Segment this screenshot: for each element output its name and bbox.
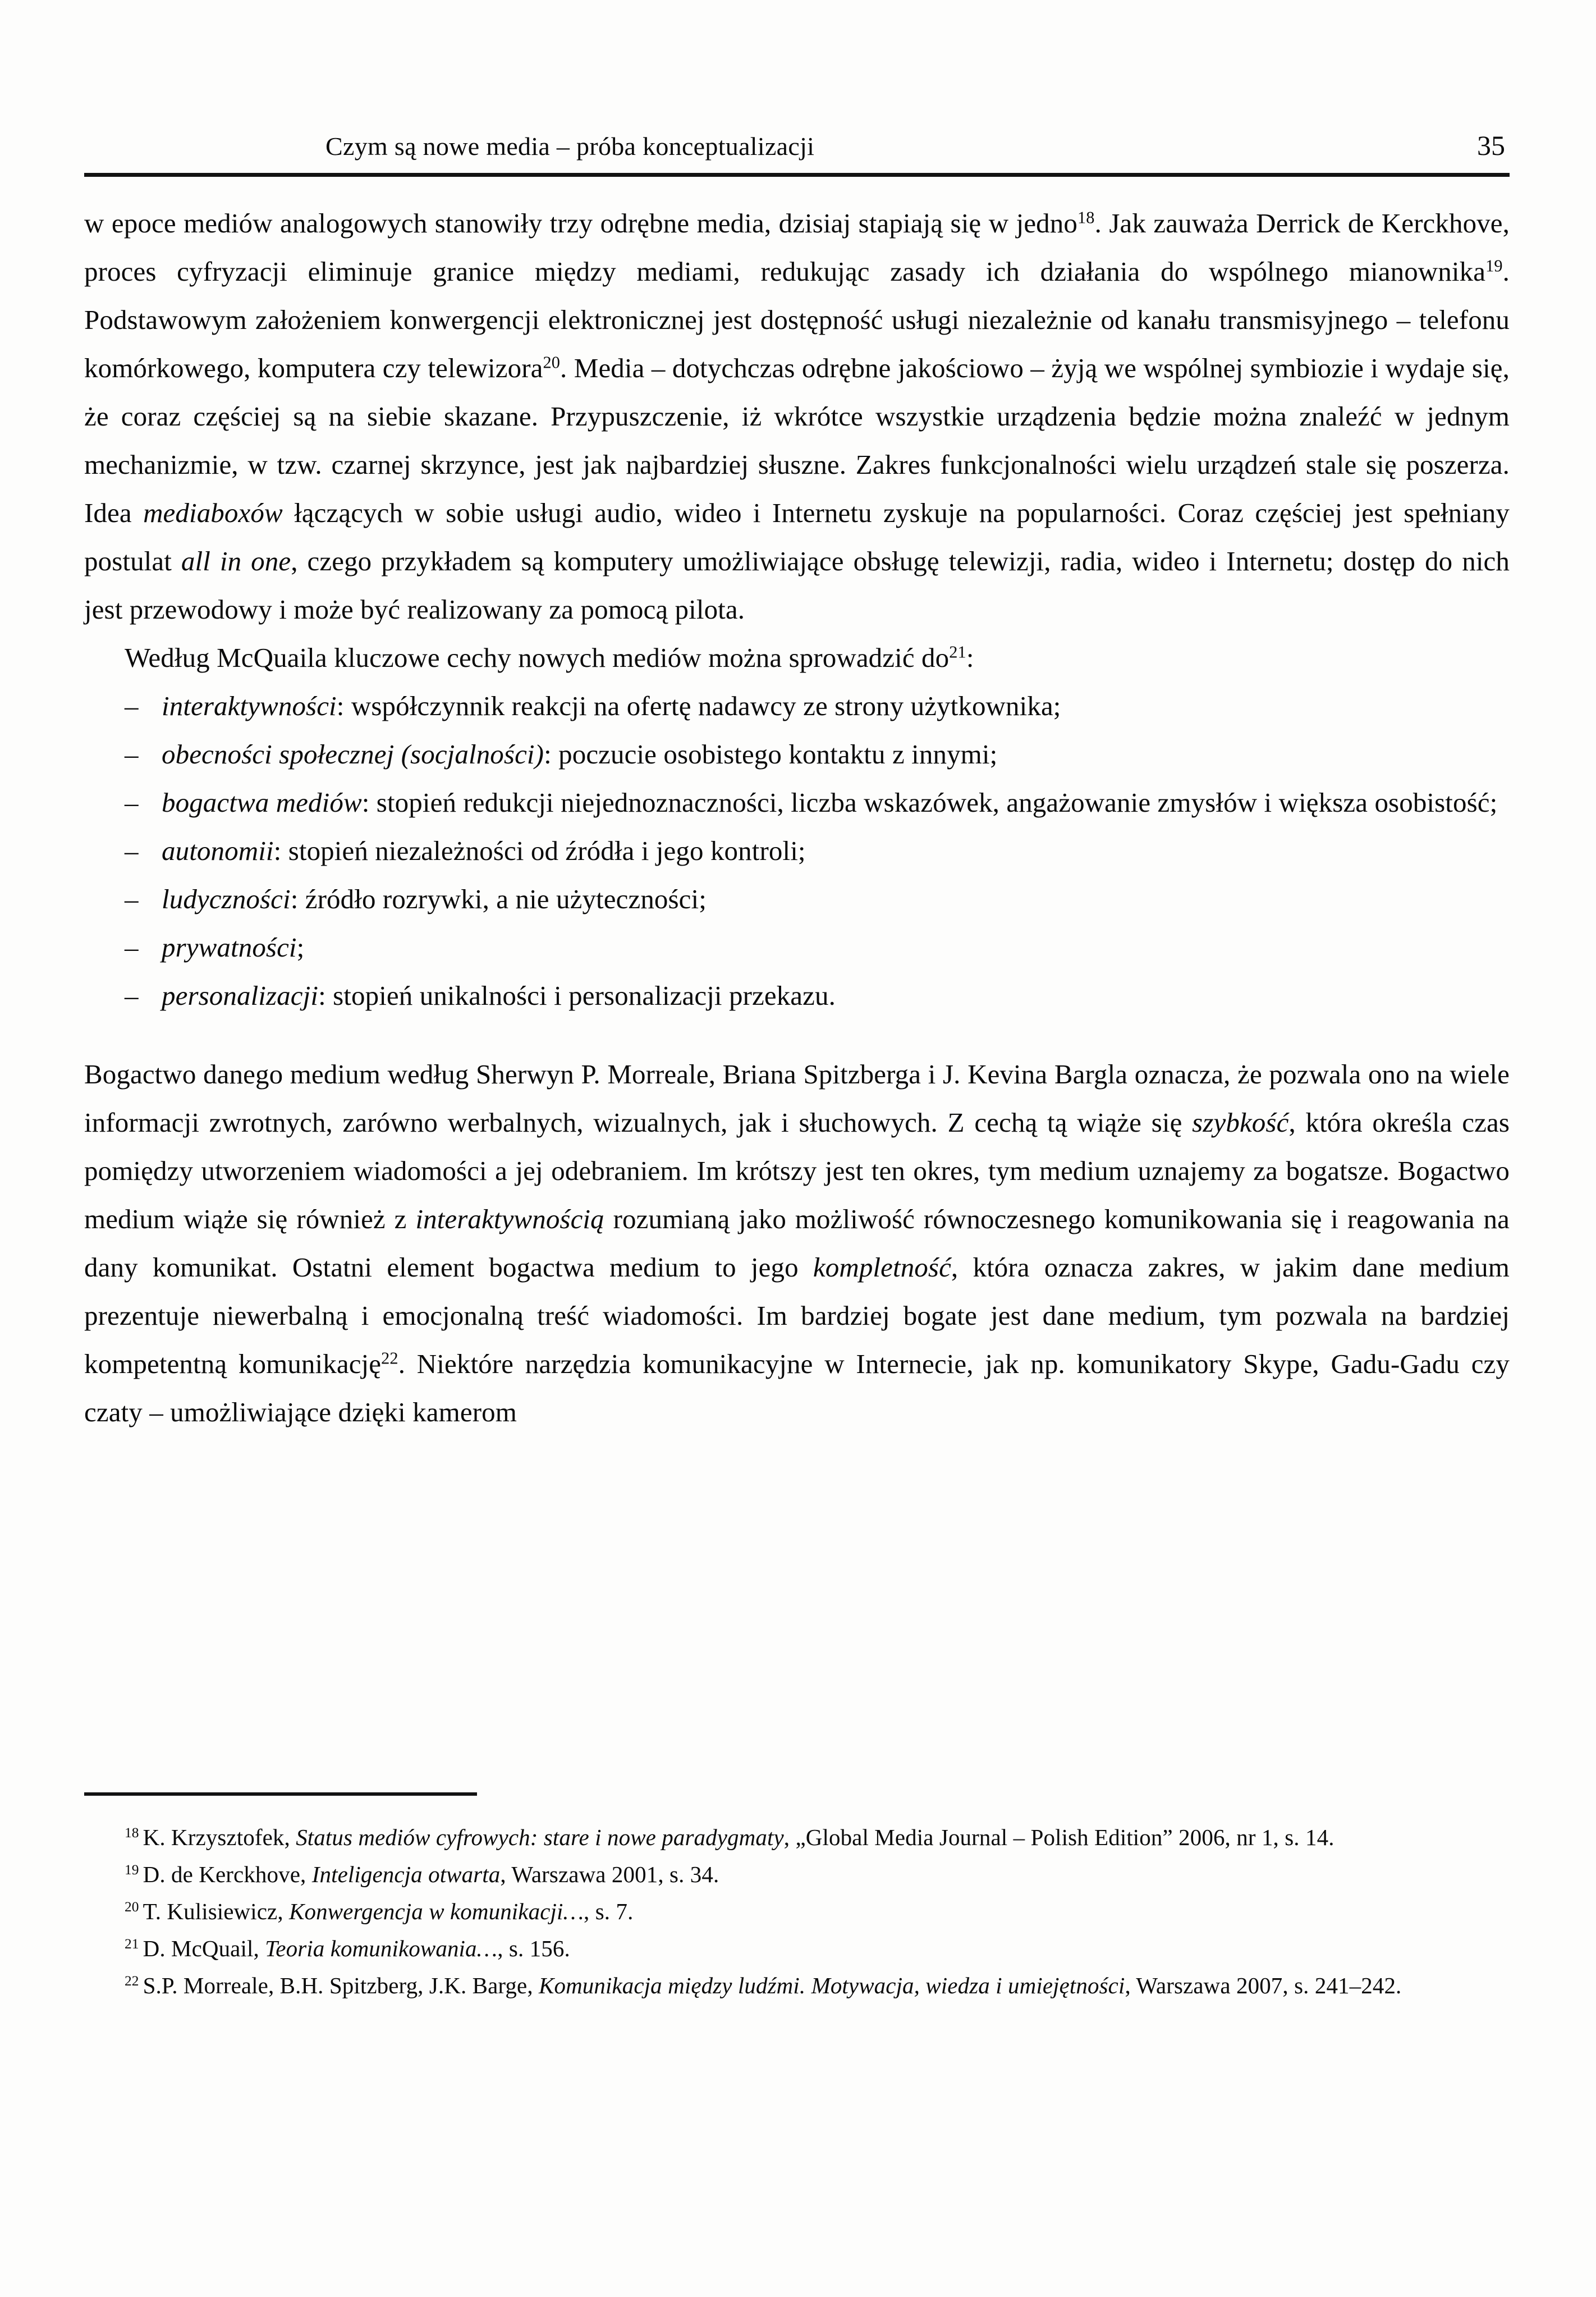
para3-seg2: , która określa czas pomiędzy utworzeniem wiadomości a jej odebraniem. Im krótszy jest ten okres, tym medium uznajemy za bogatsze. Bogactwo medium wiąże się również z [84, 1107, 1510, 1234]
footnote-21 [84, 1930, 1510, 1967]
term-kompletnosc: kompletność [813, 1252, 951, 1283]
paragraph-continued [84, 199, 1510, 634]
footnote-ref-21[interactable]: 21 [949, 642, 966, 662]
list-item-rest: : poczucie osobistego kontaktu z innymi; [544, 739, 998, 770]
footnote-title: Status mediów cyfrowych: stare i nowe paradygmaty [296, 1824, 784, 1850]
features-list [84, 682, 1510, 1020]
list-dash-icon: – [125, 932, 139, 963]
list-item [84, 972, 1510, 1020]
para2-seg1: Według McQuaila kluczowe cechy nowych mediów można sprowadzić do [125, 642, 950, 673]
list-item-rest: : stopień unikalności i personalizacji przekazu. [318, 980, 836, 1011]
footnote-source: , s. 156. [497, 1935, 570, 1961]
running-head-title: Czym są nowe media – próba konceptualizacji [325, 132, 815, 161]
term-szybkosc: szybkość [1192, 1107, 1289, 1138]
footnote-separator-rule [84, 1792, 477, 1796]
paragraph-mcquail-intro [84, 634, 1510, 682]
list-item [84, 923, 1510, 972]
para1-seg1: w epoce mediów analogowych stanowiły trzy odrębne media, dzisiaj stapiają się w jedno [84, 208, 1077, 239]
footnote-author: D. de Kerckhove, [143, 1861, 312, 1887]
footnote-title: Teoria komunikowania… [265, 1935, 498, 1961]
footnote-source: , „Global Media Journal – Polish Edition” 2006, nr 1, s. 14. [783, 1824, 1334, 1850]
list-item-rest: ; [296, 932, 305, 963]
list-item-text [162, 682, 1510, 730]
list-dash-icon: – [125, 884, 139, 914]
para1-seg5: łączących w sobie usługi audio, wideo i Internetu zyskuje na popularności. Coraz częściej jest spełniany postulat [84, 497, 1510, 576]
footnote-number: 18 [125, 1825, 139, 1841]
list-dash-icon: – [125, 787, 139, 818]
term-mediaboxow: mediaboxów [143, 497, 283, 528]
list-item-text [162, 875, 1510, 923]
list-item-text [162, 923, 1510, 972]
paragraph-morreale [84, 1050, 1510, 1436]
para1-seg3: . Podstawowym założeniem konwergencji elektronicznej jest dostępność usługi niezależnie od kanału transmisyjnego – telefonu komórkowego, komputera czy telewizora [84, 256, 1510, 383]
list-item-term: obecności społecznej (socjalności) [162, 739, 544, 770]
list-item [84, 730, 1510, 779]
para1-seg6: , czego przykładem są komputery umożliwiające obsługę telewizji, radia, wideo i Internetu; dostęp do nich jest przewodowy i może być realizowany za pomocą pilota. [84, 546, 1510, 625]
footnote-number: 21 [125, 1936, 139, 1952]
footnote-ref-20[interactable]: 20 [543, 353, 561, 372]
list-item [84, 875, 1510, 923]
footnote-title: Konwergencja w komunikacji… [289, 1898, 584, 1924]
footnote-18 [84, 1819, 1510, 1856]
footnote-author: S.P. Morreale, B.H. Spitzberg, J.K. Barge, [143, 1973, 539, 1998]
footnote-number: 19 [125, 1862, 139, 1878]
footnote-ref-18[interactable]: 18 [1077, 208, 1095, 227]
footnotes-section [84, 1819, 1510, 2004]
para3-seg5: . Niektóre narzędzia komunikacyjne w Internecie, jak np. komunikatory Skype, Gadu-Gadu czy czaty – umożliwiające dzięki kamerom [84, 1348, 1510, 1427]
footnote-author: K. Krzysztofek, [143, 1824, 296, 1850]
footnote-19 [84, 1856, 1510, 1893]
list-item [84, 779, 1510, 827]
footnote-author: T. Kulisiewicz, [143, 1898, 290, 1924]
running-head [84, 129, 1510, 180]
footnote-20 [84, 1893, 1510, 1930]
list-item-term: interaktywności [162, 690, 337, 721]
list-item-rest: : współczynnik reakcji na ofertę nadawcy ze strony użytkownika; [336, 690, 1061, 721]
list-item-term: autonomii [162, 835, 274, 866]
list-dash-icon: – [125, 835, 139, 866]
list-item-text [162, 730, 1510, 779]
list-item-term: bogactwa mediów [162, 787, 362, 818]
footnote-title: Komunikacja między ludźmi. Motywacja, wiedza i umiejętności [539, 1973, 1125, 1998]
footnote-source: , s. 7. [584, 1898, 634, 1924]
para3-seg4: , która oznacza zakres, w jakim dane medium prezentuje niewerbalną i emocjonalną treść wiadomości. Im bardziej bogate jest dane medium, tym pozwala na bardziej kompetentną komunikację [84, 1252, 1510, 1379]
list-item-rest: : stopień redukcji niejednoznaczności, liczba wskazówek, angażowanie zmysłów i większa osobistość; [361, 787, 1498, 818]
term-all-in-one: all in one [181, 546, 291, 576]
list-item [84, 682, 1510, 730]
list-item-term: prywatności [162, 932, 297, 963]
header-rule [84, 173, 1510, 177]
list-dash-icon: – [125, 739, 139, 770]
para3-seg3: rozumianą jako możliwość równoczesnego komunikowania się i reagowania na dany komunikat. Ostatni element bogactwa medium to jego [84, 1204, 1510, 1283]
list-dash-icon: – [125, 690, 139, 721]
list-item-rest: : stopień niezależności od źródła i jego kontroli; [273, 835, 806, 866]
list-dash-icon: – [125, 980, 139, 1011]
list-item-text [162, 779, 1510, 827]
term-interaktywnoscia: interaktywnością [415, 1204, 604, 1234]
para1-seg2: . Jak zauważa Derrick de Kerckhove, proces cyfryzacji eliminuje granice między mediami, redukując zasady ich działania do wspólnego mianownika [84, 208, 1510, 287]
text-column [84, 199, 1510, 1436]
para3-seg1: Bogactwo danego medium według Sherwyn P. Morreale, Briana Spitzberga i J. Kevina Bargla oznacza, że pozwala ono na wiele informacji zwrotnych, zarówno werbalnych, wizualnych, jak i słuchowych. Z cechą tą wiąże się [84, 1059, 1510, 1138]
para2-seg2: : [966, 642, 974, 673]
footnote-author: D. McQuail, [143, 1935, 265, 1961]
para1-seg4: . Media – dotychczas odrębne jakościowo – żyją we wspólnej symbiozie i wydaje się, że coraz częściej są na siebie skazane. Przypuszczenie, iż wkrótce wszystkie urządzenia będzie można znaleźć w jednym mechanizmie, w tzw. czarnej skrzynce, jest jak najbardziej słuszne. Zakres funkcjonalności wielu urządzeń stale się poszerza. Idea [84, 353, 1510, 528]
page-number: 35 [1477, 130, 1505, 161]
list-item [84, 827, 1510, 875]
footnote-source: , Warszawa 2007, s. 241–242. [1125, 1973, 1402, 1998]
footnote-number: 22 [125, 1973, 139, 1989]
footnote-number: 20 [125, 1899, 139, 1915]
list-item-term: ludyczności [162, 884, 291, 914]
footnote-title: Inteligencja otwarta [311, 1861, 501, 1887]
footnote-source: , Warszawa 2001, s. 34. [500, 1861, 719, 1887]
list-item-text [162, 972, 1510, 1020]
list-item-rest: : źródło rozrywki, a nie użyteczności; [290, 884, 707, 914]
footnote-ref-22[interactable]: 22 [381, 1348, 398, 1368]
footnote-22 [84, 1967, 1510, 2004]
list-item-term: personalizacji [162, 980, 319, 1011]
footnote-ref-19[interactable]: 19 [1485, 256, 1503, 276]
list-item-text [162, 827, 1510, 875]
